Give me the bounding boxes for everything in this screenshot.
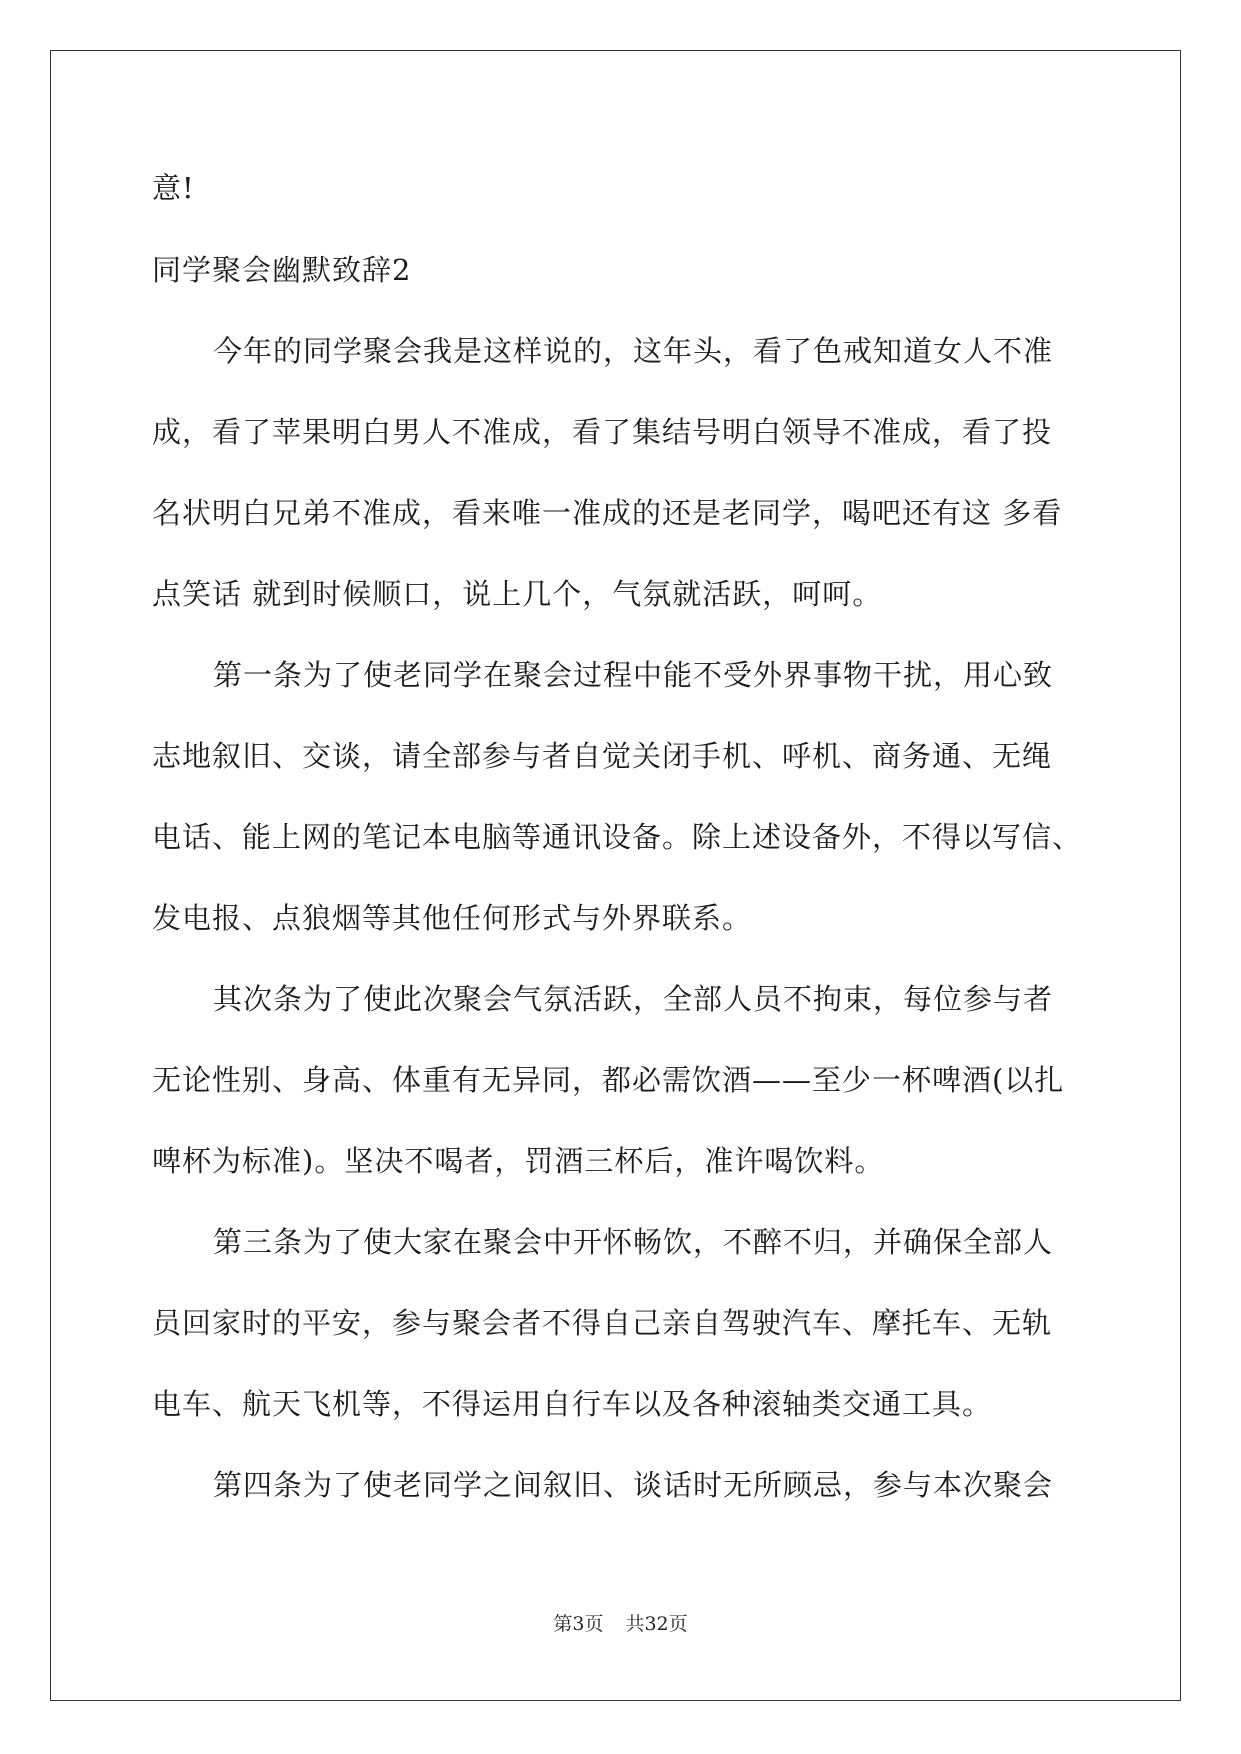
text-line-6: 点笑话 就到时候顺口，说上几个，气氛就活跃，呵呵。 — [152, 577, 883, 611]
text-line-1: 意! — [152, 171, 195, 205]
text-line-10: 发电报、点狼烟等其他任何形式与外界联系。 — [152, 901, 753, 935]
text-line-12: 无论性别、身高、体重有无异同，都必需饮酒——至少一杯啤酒(以扎 — [152, 1063, 1065, 1097]
page-border — [50, 50, 1181, 1701]
text-line-3: 今年的同学聚会我是这样说的，这年头，看了色戒知道女人不准 — [213, 334, 1054, 368]
text-line-15: 员回家时的平安，参与聚会者不得自己亲自驾驶汽车、摩托车、无轨 — [152, 1306, 1053, 1340]
text-line-5: 名状明白兄弟不准成，看来唯一准成的还是老同学，喝吧还有这 多看 — [152, 496, 1063, 530]
text-line-7: 第一条为了使老同学在聚会过程中能不受外界事物干扰，用心致 — [213, 658, 1054, 692]
page-number: 第3页 — [553, 1613, 604, 1635]
page-total: 共32页 — [625, 1613, 688, 1635]
text-line-4: 成，看了苹果明白男人不准成，看了集结号明白领导不准成，看了投 — [152, 415, 1053, 449]
text-line-16: 电车、航天飞机等，不得运用自行车以及各种滚轴类交通工具。 — [152, 1387, 993, 1421]
text-line-13: 啤杯为标准)。坚决不喝者，罚酒三杯后，准许喝饮料。 — [152, 1144, 885, 1178]
text-line-8: 志地叙旧、交谈，请全部参与者自觉关闭手机、呼机、商务通、无绳 — [152, 739, 1053, 773]
text-line-17: 第四条为了使老同学之间叙旧、谈话时无所顾忌，参与本次聚会 — [213, 1468, 1054, 1502]
page-footer — [0, 1612, 1241, 1636]
section-heading: 同学聚会幽默致辞2 — [152, 253, 412, 287]
text-line-14: 第三条为了使大家在聚会中开怀畅饮，不醉不归，并确保全部人 — [213, 1225, 1054, 1259]
text-line-11: 其次条为了使此次聚会气氛活跃，全部人员不拘束，每位参与者 — [213, 982, 1054, 1016]
text-line-9: 电话、能上网的笔记本电脑等通讯设备。除上述设备外，不得以写信、 — [152, 820, 1083, 854]
